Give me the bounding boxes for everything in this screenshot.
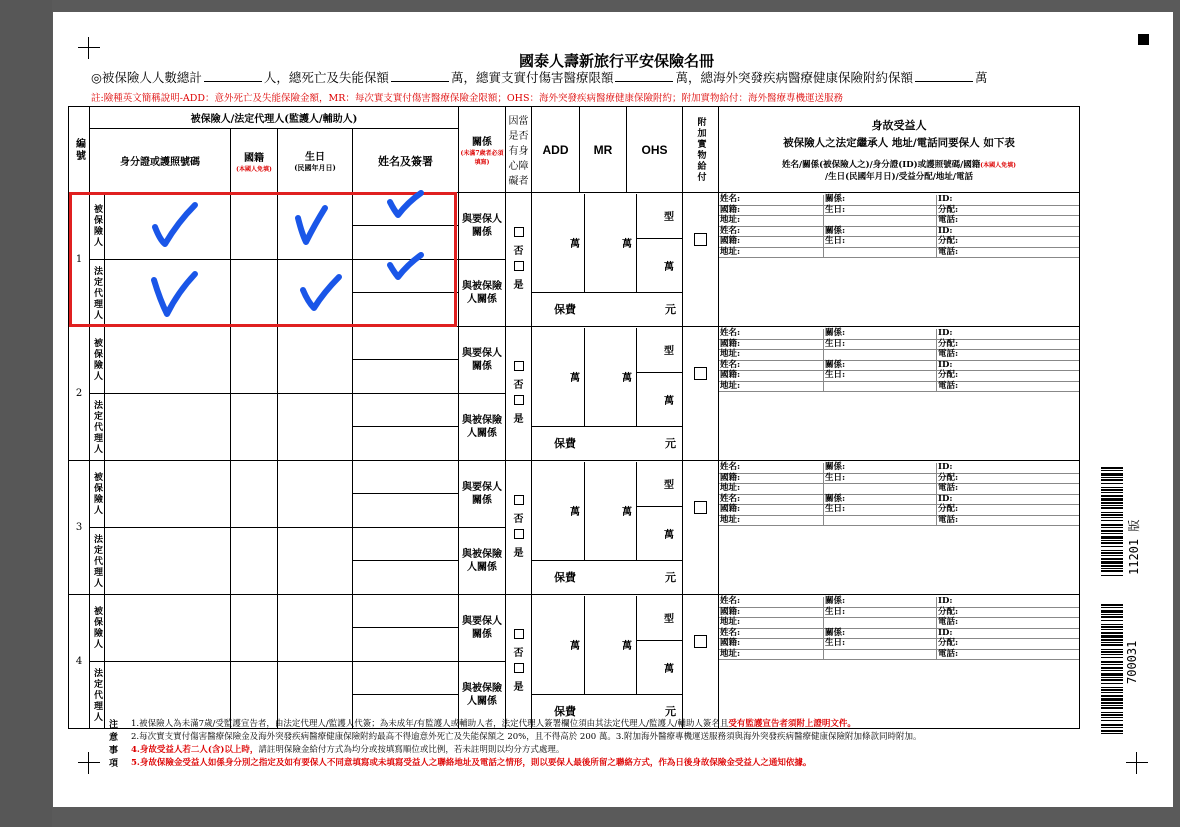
insured-label: 被保險人 — [90, 327, 105, 394]
disability-cell[interactable]: 否 是 — [506, 193, 532, 327]
coverage-cell[interactable]: 萬 萬 型 萬 保費 元 — [532, 595, 683, 729]
barcode-bar — [1101, 702, 1123, 704]
header-addon: 附加實物給付 — [683, 107, 719, 193]
birthday-cell[interactable] — [278, 461, 353, 528]
barcode-bar — [1101, 552, 1123, 554]
relation-cell: 與被保險人關係 — [459, 394, 506, 461]
barcode-bar — [1101, 657, 1123, 658]
barcode-bar — [1101, 558, 1123, 560]
name-sign-cell[interactable] — [353, 327, 459, 394]
barcode-bar — [1101, 520, 1123, 521]
relation-cell: 與被保險人關係 — [459, 662, 506, 729]
barcode-bar — [1101, 687, 1123, 688]
crop-mark — [1126, 752, 1148, 774]
birthday-cell[interactable] — [278, 394, 353, 461]
barcode-bar — [1101, 620, 1123, 621]
addon-cell[interactable] — [683, 193, 719, 327]
summary-line: ◎被保險人人數總計 人，總死亡及失能保額 萬，總實支實付傷害醫療限額 萬，總海外突發疾病醫療健康保險附約保額 萬 — [91, 70, 988, 85]
addon-cell[interactable] — [683, 461, 719, 595]
name-sign-cell[interactable] — [353, 461, 459, 528]
barcode-bar — [1101, 473, 1123, 476]
barcode-bar — [1101, 489, 1123, 491]
barcode-bar — [1101, 629, 1123, 630]
relation-cell: 與要保人關係 — [459, 327, 506, 394]
barcode-bar — [1101, 698, 1123, 701]
barcode-bar — [1101, 695, 1123, 697]
coverage-cell[interactable]: 萬 萬 型 萬 保費 元 — [532, 327, 683, 461]
header-ohs: OHS — [627, 107, 683, 193]
birthday-cell[interactable] — [278, 595, 353, 662]
barcode-bar — [1101, 712, 1123, 713]
barcode-bar — [1101, 707, 1123, 709]
form-page — [53, 12, 1173, 807]
nationality-cell[interactable] — [231, 528, 278, 595]
disability-cell[interactable]: 否 是 — [506, 327, 532, 461]
header-insured-group: 被保險人/法定代理人(監護人/輔助人) — [90, 107, 459, 129]
id-cell[interactable] — [105, 595, 231, 662]
barcode-bar — [1101, 714, 1123, 716]
barcode-bar — [1101, 649, 1123, 650]
barcode-bar — [1101, 492, 1123, 493]
header-mr: MR — [580, 107, 627, 193]
insured-label: 被保險人 — [90, 461, 105, 528]
header-disability: 因當是否有身心障礙者 — [506, 107, 532, 193]
corner-square — [1138, 34, 1149, 45]
barcode-bar — [1101, 479, 1123, 481]
id-cell[interactable] — [105, 394, 231, 461]
barcode-bar — [1101, 670, 1123, 671]
barcode-bar — [1101, 727, 1123, 728]
nationality-cell[interactable] — [231, 327, 278, 394]
barcode-bar — [1101, 512, 1123, 513]
form-title: 國泰人壽新旅行平安保險名冊 — [518, 52, 714, 70]
relation-cell: 與被保險人關係 — [459, 260, 506, 327]
code-label: 700031 — [1125, 640, 1139, 684]
row-number: 3 — [69, 461, 90, 595]
barcode-bar — [1101, 651, 1123, 653]
barcode-bar — [1101, 724, 1123, 726]
disability-cell[interactable]: 否 是 — [506, 595, 532, 729]
header-id: 身分證或護照號碼 — [90, 129, 231, 193]
coverage-cell[interactable]: 萬 萬 型 萬 保費 元 — [532, 193, 683, 327]
header-beneficiary: 身故受益人 被保險人之法定繼承人 地址/電話同要保人 如下表 姓名/關係(被保險人之)/身分證(ID)或護照號碼/國籍(本國人免填) /生日(民國年月日)/受益分配/地址/電話 — [719, 107, 1080, 193]
barcode-bar — [1101, 546, 1123, 547]
barcode-bar — [1101, 530, 1123, 532]
id-cell[interactable] — [105, 327, 231, 394]
guardian-label: 法定代理人 — [90, 260, 105, 327]
guardian-label: 法定代理人 — [90, 528, 105, 595]
checkmark — [150, 200, 200, 250]
nationality-cell[interactable] — [231, 394, 278, 461]
barcode-bar — [1101, 677, 1123, 678]
beneficiary-cell[interactable]: 姓名: 關係: ID: 國籍: 生日: 分配: 地址: 電話: 姓名: 關係: ID: 國籍: 生日: 分配: 地址: 電話: — [719, 595, 1080, 729]
barcode-bar — [1101, 575, 1123, 576]
barcode-bar — [1101, 498, 1123, 501]
barcode-bar — [1101, 632, 1123, 634]
barcode-bar — [1101, 607, 1123, 608]
id-cell[interactable] — [105, 461, 231, 528]
version-label: 11201 版 — [1127, 519, 1141, 575]
barcode-bar — [1101, 635, 1123, 638]
id-cell[interactable] — [105, 528, 231, 595]
barcode-bar — [1101, 683, 1123, 684]
header-relation: 關係 (未滿7歲者必須填寫) — [459, 107, 506, 193]
relation-cell: 與要保人關係 — [459, 461, 506, 528]
barcode-bar — [1101, 514, 1123, 516]
barcode-bar — [1101, 517, 1123, 518]
barcode-bar — [1101, 654, 1123, 655]
row-number: 4 — [69, 595, 90, 729]
barcode-bar — [1101, 470, 1123, 471]
barcode-bar — [1101, 502, 1123, 504]
barcode-bar — [1101, 505, 1123, 506]
barcode-bar — [1101, 733, 1123, 734]
barcode-bar — [1101, 626, 1123, 628]
barcode-bar — [1101, 610, 1123, 613]
footnote-4: 4.身故受益人若二人(含)以上時，請註明保險金給付方式為均分或按填寫順位或比例，若未註明則以均分方式處理。 — [131, 745, 565, 755]
checkmark — [386, 252, 426, 284]
checkmark — [386, 190, 426, 222]
name-sign-cell[interactable] — [353, 394, 459, 461]
guardian-label: 法定代理人 — [90, 662, 105, 729]
barcode-bar — [1101, 664, 1123, 665]
barcode-bar — [1101, 467, 1123, 469]
barcode-bar — [1101, 487, 1123, 488]
barcode-bar — [1101, 555, 1123, 556]
barcode-bar — [1101, 717, 1123, 718]
barcode-bar — [1101, 705, 1123, 706]
insured-label: 被保險人 — [90, 193, 105, 260]
barcode-bar — [1101, 536, 1123, 539]
name-sign-cell[interactable] — [353, 595, 459, 662]
barcode-bar — [1101, 667, 1123, 669]
nationality-cell[interactable] — [231, 461, 278, 528]
checkmark — [299, 274, 344, 314]
barcode-bar — [1101, 616, 1123, 618]
coverage-cell[interactable]: 萬 萬 型 萬 保費 元 — [532, 461, 683, 595]
crop-mark — [78, 752, 100, 774]
barcode-bar — [1101, 483, 1123, 484]
barcode-bar — [1101, 527, 1123, 528]
addon-cell[interactable] — [683, 595, 719, 729]
birthday-cell[interactable] — [278, 327, 353, 394]
barcode-bar — [1101, 561, 1123, 564]
barcode-bar — [1101, 642, 1123, 643]
footnote-label: 項 — [109, 759, 119, 769]
barcode-bar — [1101, 550, 1123, 551]
header-seq: 編號 — [69, 107, 90, 193]
guardian-label: 法定代理人 — [90, 394, 105, 461]
relation-cell: 與被保險人關係 — [459, 528, 506, 595]
checkmark — [150, 270, 200, 320]
disability-cell[interactable]: 否 是 — [506, 461, 532, 595]
footnote-5: 5.身故保險金受益人如係身分別之指定及如有要保人不同意填寫或未填寫受益人之聯絡地址及電話之情形，則以要保人最後所留之聯絡方式，作為日後身故保險金受益人之通知依據。 — [131, 758, 812, 768]
barcode-bar — [1101, 730, 1123, 732]
row-number: 1 — [69, 193, 90, 327]
abbreviation-note: 註:險種英文簡稱說明-ADD：意外死亡及失能保險金額，MR：每次實支實付傷害醫療保險金限額；OHS：海外突發疾病醫療健康保險附約；附加實物給付：海外醫療專機運送服務 — [91, 93, 843, 104]
checkmark — [293, 204, 333, 249]
insured-label: 被保險人 — [90, 595, 105, 662]
header-birthday: 生日 (民國年月日) — [278, 129, 353, 193]
barcode-bar — [1101, 692, 1123, 693]
barcode-bar — [1101, 720, 1123, 721]
barcode-bar — [1101, 639, 1123, 641]
relation-cell: 與要保人關係 — [459, 595, 506, 662]
barcode-bar — [1101, 614, 1123, 615]
addon-cell[interactable] — [683, 327, 719, 461]
barcode-bar — [1101, 644, 1123, 646]
barcode-bar — [1101, 673, 1123, 676]
barcode-bar — [1101, 604, 1123, 606]
relation-cell: 與要保人關係 — [459, 193, 506, 260]
barcode-bar — [1101, 524, 1123, 526]
beneficiary-cell[interactable]: 姓名: 關係: ID: 國籍: 生日: 分配: 地址: 電話: 姓名: 關係: ID: 國籍: 生日: 分配: 地址: 電話: — [719, 461, 1080, 595]
footnote-2: 2.每次實支實付傷害醫療保險金及海外突發疾病醫療健康保險附約最高不得逾意外死亡及失能保額之 20%，且不得高於 200 萬。3.附加海外醫療專機運送服務須與海外突發疾病醫療健康保險附加條款同時附加。 — [131, 732, 922, 742]
footnote-label: 意 — [109, 733, 119, 743]
row-number: 2 — [69, 327, 90, 461]
barcode-bar — [1101, 568, 1123, 569]
header-nationality: 國籍 (本國人免填) — [231, 129, 278, 193]
beneficiary-cell[interactable]: 姓名: 關係: ID: 國籍: 生日: 分配: 地址: 電話: 姓名: 關係: ID: 國籍: 生日: 分配: 地址: 電話: — [719, 327, 1080, 461]
barcode-code — [1101, 604, 1123, 734]
barcode-bar — [1101, 542, 1123, 544]
beneficiary-cell[interactable]: 姓名: 關係: ID: 國籍: 生日: 分配: 地址: 電話: 姓名: 關係: ID: 國籍: 生日: 分配: 地址: 電話: — [719, 193, 1080, 327]
barcode-bar — [1101, 679, 1123, 681]
header-add: ADD — [532, 107, 580, 193]
footnote-label: 注 — [109, 720, 119, 730]
name-sign-cell[interactable] — [353, 528, 459, 595]
barcode-bar — [1101, 624, 1123, 625]
barcode-version — [1101, 467, 1123, 577]
barcode-bar — [1101, 533, 1123, 534]
footnote-label: 事 — [109, 746, 119, 756]
birthday-cell[interactable] — [278, 528, 353, 595]
viewer-left-margin — [0, 0, 52, 827]
header-name-sign: 姓名及簽署 — [353, 129, 459, 193]
barcode-bar — [1101, 507, 1123, 509]
barcode-bar — [1101, 477, 1123, 478]
barcode-bar — [1101, 565, 1123, 567]
barcode-bar — [1101, 661, 1123, 663]
barcode-bar — [1101, 570, 1123, 572]
nationality-cell[interactable] — [231, 595, 278, 662]
barcode-bar — [1101, 495, 1123, 497]
footnote-1: 1.被保險人為未滿7歲/受監護宣告者，由法定代理人/監護人代簽；為未成年/有監護人或輔助人者，法定代理人簽署欄位須由其法定代理人/監護人/輔助人簽名且受有監護宣告者須附上證明文件。 — [131, 719, 856, 729]
barcode-bar — [1101, 689, 1123, 691]
barcode-bar — [1101, 540, 1123, 541]
